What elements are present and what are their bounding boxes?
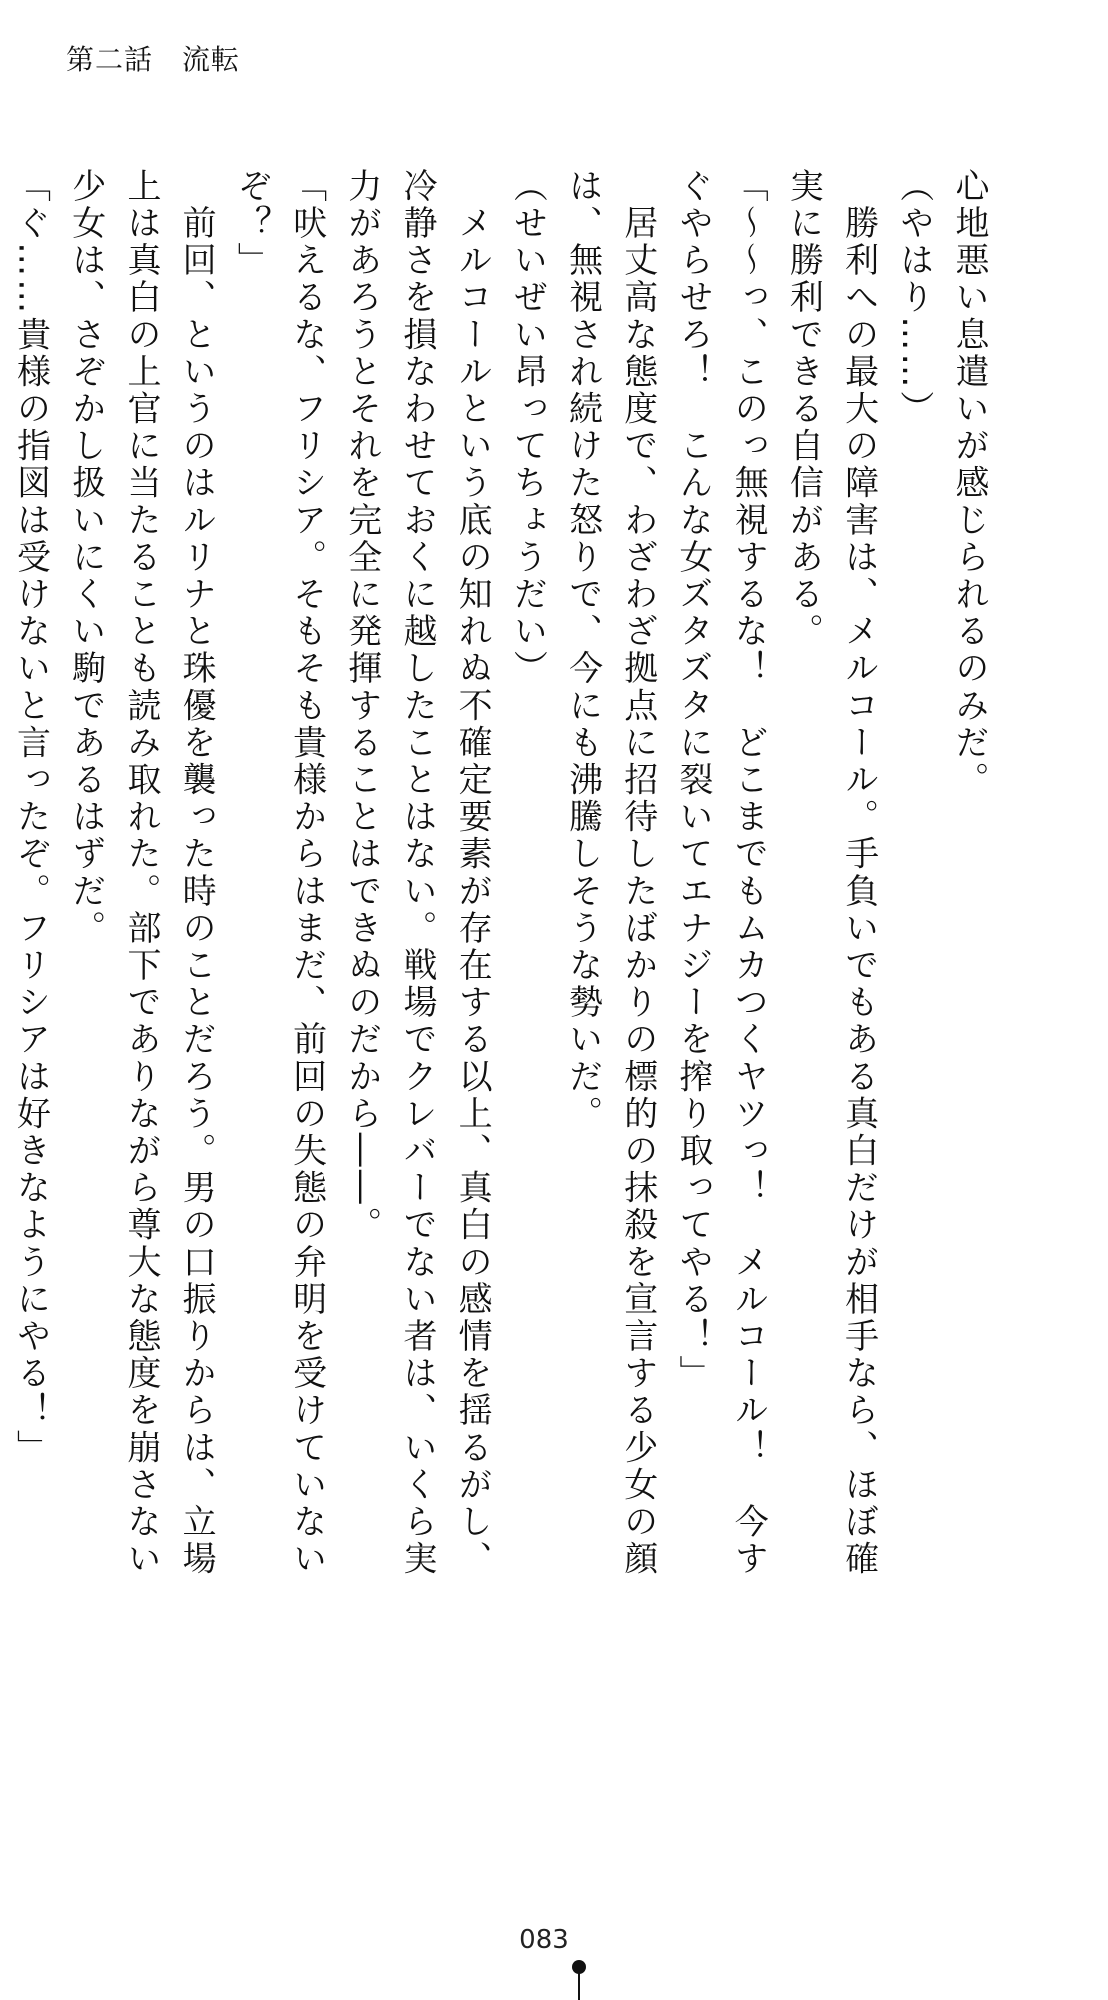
paragraph-1: 心地悪い息遣いが感じられるのみだ。 — [949, 168, 989, 799]
paragraph-2: （やはり……） — [893, 168, 934, 428]
paragraph-5: 居丈高な態度で、わざわざ拠点に招待したばかりの標的の抹殺を宣言する少女の顔は、無視され続けた怒りで、今にも沸騰しそうな勢いだ。 — [562, 168, 658, 1578]
paragraph-3: 勝利への最大の障害は、メルコール。手負いでもある真白だけが相手なら、ほぼ確実に勝利できる自信がある。 — [783, 168, 879, 1578]
paragraph-8: 「吠えるな、フリシア。そもそも貴様からはまだ、前回の失態の弁明を受けていないぞ？」 — [231, 168, 327, 1578]
running-head: 第二話 流転 — [66, 43, 241, 76]
paragraph-9: 前回、というのはルリナと珠優を襲った時のことだろう。男の口振りからは、立場上は真白の上官に当たることも読み取れた。部下でありながら尊大な態度を崩さない少女は、さぞかし扱いにくい駒であるはずだ。 — [65, 168, 217, 1578]
page-marker-stem — [578, 1970, 580, 2000]
paragraph-7: メルコールという底の知れぬ不確定要素が存在する以上、真白の感情を揺るがし、冷静さを損なわせておくに越したことはない。戦場でクレバーでない者は、いくら実力があろうとそれを完全に発揮することはできぬのだから――。 — [341, 168, 493, 1578]
page-marker-icon — [572, 1960, 586, 2000]
paragraph-10: 「ぐ……貴様の指図は受けないと言ったぞ。フリシアは好きなようにやる！」 — [10, 168, 51, 1467]
paragraph-6: （せいぜい昂ってちょうだい） — [507, 168, 548, 688]
paragraph-4: 「～～っ、このっ無視するな！ どこまでもムカつくヤツっ！ メルコール！ 今すぐやらせろ！ こんな女ズタズタに裂いてエナジーを搾り取ってやる！」 — [672, 168, 769, 1578]
vertical-text-body — [10, 168, 996, 1588]
page-number: 083 — [519, 1925, 569, 1955]
